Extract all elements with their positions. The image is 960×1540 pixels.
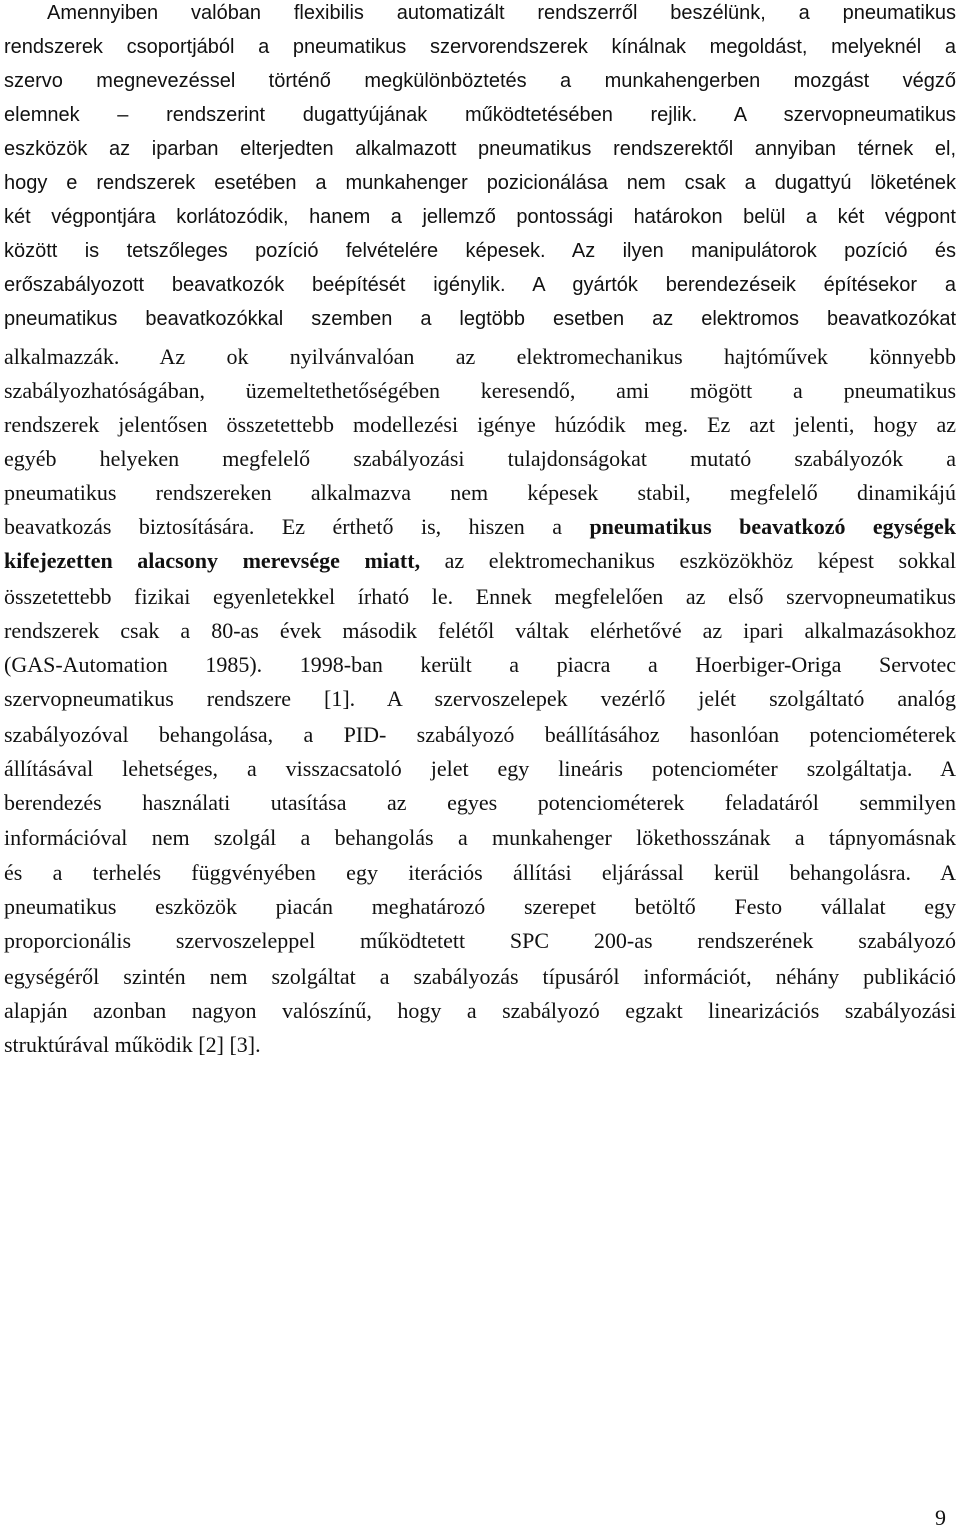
paragraph-line-9: erőszabályozott beavatkozók beépítését igénylik. A gyártók berendezéseik építésekor a xyxy=(4,274,956,296)
paragraph-line-21: szervopneumatikus rendszere [1]. A szervoszelepek vezérlő jelét szolgáltató analóg xyxy=(4,686,956,711)
line-17-bold-text: kifejezetten alacsony merevsége miatt, xyxy=(4,548,421,573)
paragraph-line-12: szabályozhatóságában, üzemeltethetőségében keresendő, ami mögött a pneumatikus xyxy=(4,378,956,403)
paragraph-line-1: Amennyiben valóban flexibilis automatizált rendszerről beszélünk, a pneumatikus xyxy=(47,2,956,24)
paragraph-line-30: alapján azonban nagyon valószínű, hogy a szabályozó egzakt linearizációs szabályozási xyxy=(4,998,956,1023)
paragraph-line-4: elemnek – rendszerint dugattyújának működtetésében rejlik. A szervopneumatikus xyxy=(4,104,956,126)
paragraph-line-23: állításával lehetséges, a visszacsatoló jelet egy lineáris potenciométer szolgáltatja. A xyxy=(4,756,956,781)
paragraph-line-22: szabályozóval behangolása, a PID- szabályozó beállításához hasonlóan potenciométerek xyxy=(4,722,956,747)
paragraph-line-15: pneumatikus rendszereken alkalmazva nem képesek stabil, megfelelő dinamikájú xyxy=(4,480,956,505)
paragraph-line-27: pneumatikus eszközök piacán meghatározó szerepet betöltő Festo vállalat egy xyxy=(4,894,956,919)
line-17-regular-text: az elektromechanikus eszközökhöz képest sokkal xyxy=(420,548,956,573)
paragraph-line-14: egyéb helyeken megfelelő szabályozási tulajdonságokat mutató szabályozók a xyxy=(4,446,956,471)
paragraph-line-6: hogy e rendszerek esetében a munkahenger pozicionálása nem csak a dugattyú löketének xyxy=(4,172,956,194)
paragraph-line-19: rendszerek csak a 80-as évek második felétől váltak elérhetővé az ipari alkalmazásokhoz xyxy=(4,618,956,643)
paragraph-line-26: és a terhelés függvényében egy iterációs állítási eljárással kerül behangolásra. A xyxy=(4,860,956,885)
paragraph-line-28: proporcionális szervoszeleppel működtetett SPC 200-as rendszerének szabályozó xyxy=(4,928,956,953)
paragraph-line-18: összetettebb fizikai egyenletekkel írható le. Ennek megfelelően az első szervopneumatikus xyxy=(4,584,956,609)
paragraph-line-10: pneumatikus beavatkozókkal szemben a legtöbb esetben az elektromos beavatkozókat xyxy=(4,308,956,330)
page-number: 9 xyxy=(935,1505,946,1530)
paragraph-line-17 xyxy=(4,544,956,578)
paragraph-line-29: egységéről szintén nem szolgáltat a szabályozás típusáról információt, néhány publikáció xyxy=(4,964,956,989)
line-16-regular-text: beavatkozás biztosítására. Ez érthető is, hiszen a xyxy=(4,514,590,539)
paragraph-line-3: szervo megnevezéssel történő megkülönböztetés a munkahengerben mozgást végző xyxy=(4,70,956,92)
paragraph-line-16 xyxy=(4,510,956,544)
paragraph-line-11: alkalmazzák. Az ok nyilvánvalóan az elektromechanikus hajtóművek könnyebb xyxy=(4,344,956,369)
paragraph-line-24: berendezés használati utasítása az egyes potenciométerek feladatáról semmilyen xyxy=(4,790,956,815)
paragraph-line-20: (GAS-Automation 1985). 1998-ban került a piacra a Hoerbiger-Origa Servotec xyxy=(4,652,956,677)
line-16-bold-text: pneumatikus beavatkozó egységek xyxy=(589,514,956,539)
paragraph-line-2: rendszerek csoportjából a pneumatikus szervorendszerek kínálnak megoldást, melyeknél a xyxy=(4,36,956,58)
paragraph-line-13: rendszerek jelentősen összetettebb modellezési igénye húzódik meg. Ez azt jelenti, hogy az xyxy=(4,412,956,437)
paragraph-line-31: struktúrával működik [2] [3]. xyxy=(4,1032,261,1057)
paragraph-line-5: eszközök az iparban elterjedten alkalmazott pneumatikus rendszerektől annyiban térnek el, xyxy=(4,138,956,160)
paragraph-line-8: között is tetszőleges pozíció felvételére képesek. Az ilyen manipulátorok pozíció és xyxy=(4,240,956,262)
paragraph-line-7: két végpontjára korlátozódik, hanem a jellemző pontossági határokon belül a két végpont xyxy=(4,206,956,228)
paragraph-line-25: információval nem szolgál a behangolás a munkahenger lökethosszának a tápnyomásnak xyxy=(4,825,956,850)
